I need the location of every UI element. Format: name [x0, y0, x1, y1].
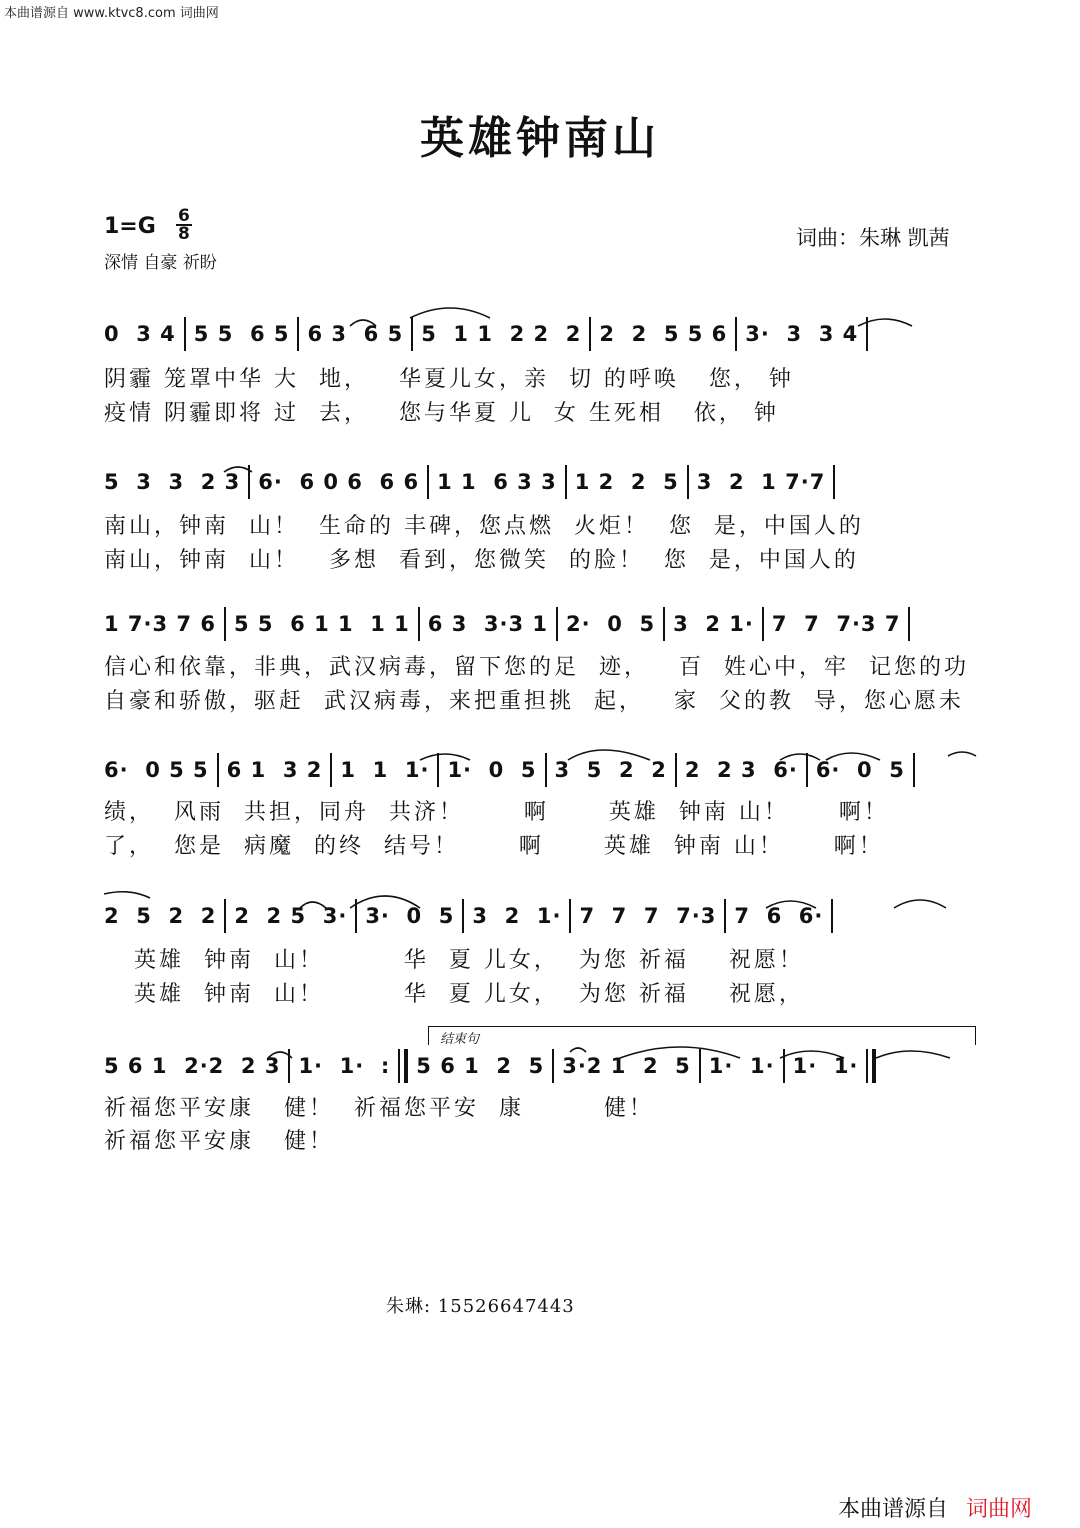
barline [411, 317, 413, 351]
barline [545, 753, 547, 787]
contact-info: 朱琳: 15526647443 [386, 1296, 575, 1317]
measure: 6 1 3 2 [226, 758, 323, 782]
measure: 1· 1· : [298, 1054, 391, 1078]
measure: 6 3 6 5 [307, 322, 404, 346]
measure: 6· 0 5 5 [104, 758, 209, 782]
measure: 1 1 1· [340, 758, 430, 782]
barline [217, 753, 219, 787]
measure: 6· 6 0 6 6 6 [258, 470, 420, 494]
time-signature-denominator: 8 [178, 224, 190, 244]
barline [297, 317, 299, 351]
barline [724, 899, 726, 933]
measure: 3 2 1· [673, 612, 754, 636]
measure: 1 2 2 5 [574, 470, 679, 494]
measure: 0 3 4 [104, 322, 176, 346]
measure: 5 1 1 2 2 2 [421, 322, 582, 346]
barline [833, 465, 835, 499]
measure: 3· 0 5 [365, 904, 455, 928]
barline [913, 753, 915, 787]
watermark-bottom [838, 1492, 1032, 1523]
barline [831, 899, 833, 933]
measure: 6· 0 5 [815, 758, 905, 782]
lyric-line: 南山，钟南 山！ 多想 看到，您微笑 的脸！ 您 是，中国人的 [104, 548, 859, 573]
barline [735, 317, 737, 351]
barline [330, 753, 332, 787]
notes-line [104, 462, 984, 502]
lyric-line: 英雄 钟南 山！ 华 夏 儿女， 为您 祈福 祝愿！ [104, 948, 804, 973]
barline [866, 1049, 868, 1083]
barline [224, 899, 226, 933]
barline [398, 1049, 400, 1083]
measure: 1· 1· [708, 1054, 775, 1078]
lyric-line: 自豪和骄傲，驱赶 武汉病毒，来把重担挑 起， 家 父的教 导，您心愿未 [104, 689, 964, 714]
measure: 6 3 3·3 1 [427, 612, 549, 636]
barline [556, 607, 558, 641]
measure: 1 1 6 3 3 [437, 470, 557, 494]
tempo-marking: 深情 自豪 祈盼 [104, 253, 217, 273]
barline [462, 899, 464, 933]
measure: 3·2 1 2 5 [562, 1054, 691, 1078]
measure: 2 2 5 3· [234, 904, 348, 928]
barline [288, 1049, 290, 1083]
song-title: 英雄钟南山 [420, 113, 660, 164]
lyric-line: 信心和依靠，非典，武汉病毒，留下您的足 迹， 百 姓心中，牢 记您的功 [104, 655, 969, 680]
measure: 3 2 1· [472, 904, 562, 928]
barline [552, 1049, 554, 1083]
time-signature [176, 208, 192, 242]
measure: 3· 3 3 4 [745, 322, 859, 346]
lyric-line: 了， 您是 病魔 的终 结号！ 啊 英雄 钟南 山！ 啊！ [104, 834, 884, 859]
barline [418, 607, 420, 641]
watermark-top: 本曲谱源自 www.ktvc8.com 词曲网 [4, 6, 219, 21]
notes-line [104, 896, 984, 936]
barline [427, 465, 429, 499]
repeat-barline [404, 1049, 408, 1083]
notes-line [104, 750, 984, 790]
credits: 词曲：朱琳 凯茜 [796, 226, 950, 250]
barline [762, 607, 764, 641]
barline [663, 607, 665, 641]
measure: 2 2 3 6· [684, 758, 798, 782]
barline [866, 317, 868, 351]
barline [699, 1049, 701, 1083]
barline [565, 465, 567, 499]
barline [437, 753, 439, 787]
barline [687, 465, 689, 499]
measure: 3 2 1 7·7 [696, 470, 826, 494]
barline [675, 753, 677, 787]
measure: 5 5 6 5 [193, 322, 290, 346]
lyric-line: 疫情 阴霾即将 过 去， 您与华夏 儿 女 生死相 依， 钟 [104, 401, 779, 426]
measure: 2 5 2 2 [104, 904, 217, 928]
barline [248, 465, 250, 499]
notes-line [104, 1046, 984, 1086]
barline [783, 1049, 785, 1083]
lyric-line: 阴霾 笼罩中华 大 地， 华夏儿女，亲 切 的呼唤 您， 钟 [104, 367, 794, 392]
final-barline [872, 1049, 876, 1083]
measure: 7 7 7·3 7 [771, 612, 901, 636]
measure: 5 5 6 1 1 1 1 [233, 612, 410, 636]
measure: 3 5 2 2 [554, 758, 667, 782]
ending-bracket [428, 1026, 976, 1045]
key-signature: 1=G [104, 214, 156, 239]
measure: 1· 1· [792, 1054, 859, 1078]
lyric-line: 英雄 钟南 山！ 华 夏 儿女， 为您 祈福 祝愿， [104, 982, 804, 1007]
barline [589, 317, 591, 351]
watermark-bottom-left: 本曲谱源自 [838, 1497, 949, 1522]
barline [184, 317, 186, 351]
measure: 5 6 1 2 5 [416, 1054, 545, 1078]
lyric-line: 祈福您平安康 健！ [104, 1129, 334, 1154]
watermark-bottom-right: 词曲网 [966, 1497, 1033, 1522]
barline [569, 899, 571, 933]
lyric-line: 绩， 风雨 共担，同舟 共济！ 啊 英雄 钟南 山！ 啊！ [104, 800, 889, 825]
measure: 7 6 6· [734, 904, 824, 928]
notes-line [104, 604, 984, 644]
barline [224, 607, 226, 641]
measure: 2· 0 5 [566, 612, 656, 636]
lyric-line: 祈福您平安康 健！ 祈福您平安 康 健！ [104, 1096, 654, 1121]
measure: 1· 0 5 [447, 758, 537, 782]
measure: 5 3 3 2 3 [104, 470, 241, 494]
barline [806, 753, 808, 787]
measure: 5 6 1 2·2 2 3 [104, 1054, 281, 1078]
barline [908, 607, 910, 641]
lyric-line: 南山，钟南 山！ 生命的 丰碑，您点燃 火炬！ 您 是，中国人的 [104, 514, 864, 539]
ending-label: 结束句 [440, 1032, 480, 1047]
barline [355, 899, 357, 933]
time-signature-numerator: 6 [178, 206, 190, 226]
notes-line [104, 314, 984, 354]
measure: 2 2 5 5 6 [599, 322, 728, 346]
measure: 7 7 7 7·3 [579, 904, 717, 928]
measure: 1 7·3 7 6 [104, 612, 216, 636]
